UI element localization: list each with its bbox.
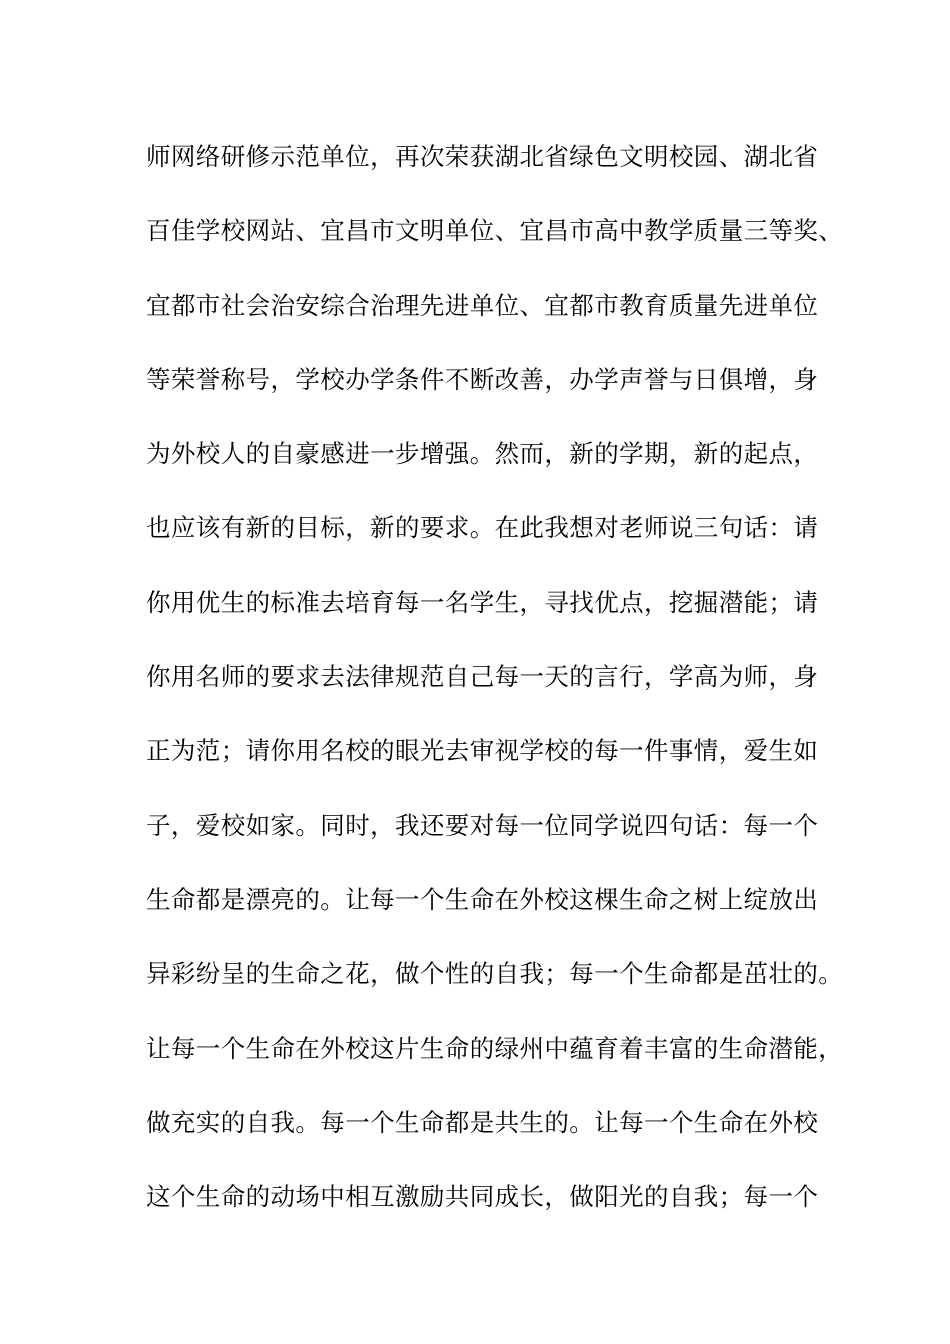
text-line: 为外校人的自豪感进一步增强。然而，新的学期，新的起点， — [146, 439, 819, 469]
body-text — [146, 137, 844, 1251]
text-line: 做充实的自我。每一个生命都是共生的。让每一个生命在外校 — [146, 1107, 819, 1137]
text-line: 生命都是漂亮的。让每一个生命在外校这棵生命之树上绽放出 — [146, 884, 819, 914]
text-line: 等荣誉称号，学校办学条件不断改善，办学声誉与日俱增，身 — [146, 364, 819, 394]
text-line: 也应该有新的目标，新的要求。在此我想对老师说三句话：请 — [146, 513, 819, 543]
text-line: 宜都市社会治安综合治理先进单位、宜都市教育质量先进单位 — [146, 290, 819, 320]
text-line: 你用名师的要求去法律规范自己每一天的言行，学高为师，身 — [146, 662, 819, 692]
text-line: 正为范；请你用名校的眼光去审视学校的每一件事情，爱生如 — [146, 736, 819, 766]
text-line: 异彩纷呈的生命之花，做个性的自我；每一个生命都是茁壮的。 — [146, 959, 844, 989]
text-line: 子，爱校如家。同时，我还要对每一位同学说四句话：每一个 — [146, 810, 819, 840]
text-line: 这个生命的动场中相互激励共同成长，做阳光的自我；每一个 — [146, 1182, 819, 1212]
text-line: 百佳学校网站、宜昌市文明单位、宜昌市高中教学质量三等奖、 — [146, 216, 844, 246]
text-line: 让每一个生命在外校这片生命的绿州中蕴育着丰富的生命潜能， — [146, 1033, 844, 1063]
text-line: 你用优生的标准去培育每一名学生，寻找优点，挖掘潜能；请 — [146, 587, 819, 617]
text-line: 师网络研修示范单位，再次荣获湖北省绿色文明校园、湖北省 — [146, 142, 819, 171]
